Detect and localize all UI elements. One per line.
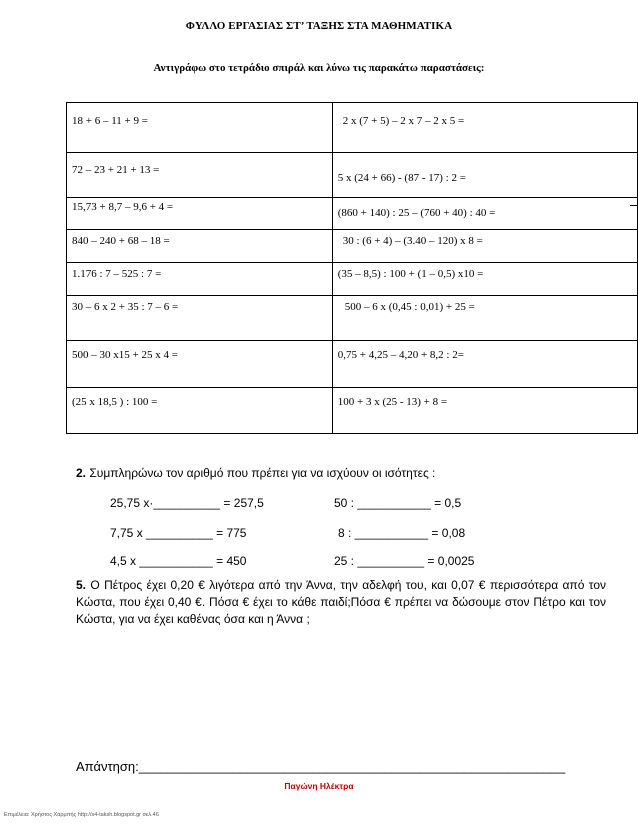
expression-cell: 500 – 6 x (0,45 : 0,01) + 25 = bbox=[332, 296, 637, 341]
equation-left: 7,75 x __________ = 775 bbox=[110, 526, 247, 540]
table-row bbox=[67, 103, 638, 153]
operations-table bbox=[66, 102, 638, 434]
question-text: Ο Πέτρος έχει 0,20 € λιγότερα από την Άννα, την αδελφή του, και 0,07 € περισσότερα από τον Κώστα, που έχει 0,40 €. Πόσα € έχει το κάθε παιδί;Πόσα € πρέπει να δώσουμε στον Πέτρο και τον Κώστα, για να έχει καθένας όσα και η Άννα ; bbox=[76, 578, 606, 626]
expression-cell: 30 – 6 x 2 + 35 : 7 – 6 = bbox=[67, 296, 333, 341]
expression-cell: (35 – 8,5) : 100 + (1 – 0,5) x10 = bbox=[332, 263, 637, 296]
expression-cell: 840 – 240 + 68 – 18 = bbox=[67, 230, 333, 263]
expression-cell: 5 x (24 + 66) - (87 - 17) : 2 = bbox=[332, 153, 637, 198]
table-row bbox=[67, 153, 638, 198]
answer-line: Απάντηση:___________________________________________________________ bbox=[76, 759, 566, 774]
question-number: 2. bbox=[76, 466, 87, 480]
expression-cell: 72 – 23 + 21 + 13 = bbox=[67, 153, 333, 198]
instructions: Αντιγράφω στο τετράδιο σπιράλ και λύνω τις παρακάτω παραστάσεις: bbox=[153, 62, 485, 74]
table-row bbox=[67, 296, 638, 341]
question-5 bbox=[76, 577, 606, 628]
expression-cell: 100 + 3 x (25 - 13) + 8 = bbox=[332, 388, 637, 434]
page-footer: Επιμέλεια: Χρήστος Χαρμπής http://s4-taksh.blogspot.gr σελ.46 bbox=[4, 812, 159, 818]
expression-cell: 0,75 + 4,25 – 4,20 + 8,2 : 2= bbox=[332, 341, 637, 388]
expression-cell: (25 x 18,5 ) : 100 = bbox=[67, 388, 333, 434]
question-number: 5. bbox=[76, 578, 87, 592]
expression-cell: 500 – 30 x15 + 25 x 4 = bbox=[67, 341, 333, 388]
equation-left: 4,5 x ___________ = 450 bbox=[110, 554, 247, 568]
equation-right: 8 : ___________ = 0,08 bbox=[338, 526, 466, 540]
equation-right: 50 : ___________ = 0,5 bbox=[334, 496, 462, 510]
author-name: Παγώνη Ηλέκτρα bbox=[284, 781, 354, 791]
expression-cell: (860 + 140) : 25 – (760 + 40) : 40 = bbox=[332, 198, 637, 230]
expression-cell: 1.176 : 7 – 525 : 7 = bbox=[67, 263, 333, 296]
table-row bbox=[67, 388, 638, 434]
page-title: ΦΥΛΛΟ ΕΡΓΑΣΙΑΣ ΣΤ’ ΤΑΞΗΣ ΣΤΑ ΜΑΘΗΜΑΤΙΚΑ bbox=[185, 20, 453, 32]
question-2-heading bbox=[76, 466, 435, 480]
table-row bbox=[67, 263, 638, 296]
table-row bbox=[67, 341, 638, 388]
table-row bbox=[67, 198, 638, 230]
expression-cell: 2 x (7 + 5) – 2 x 7 – 2 x 5 = bbox=[332, 103, 637, 153]
expression-cell: 30 : (6 + 4) – (3.40 – 120) x 8 = bbox=[332, 230, 637, 263]
expression-cell: 18 + 6 – 11 + 9 = bbox=[67, 103, 333, 153]
table-row bbox=[67, 230, 638, 263]
expression-cell: 15,73 + 8,7 – 9,6 + 4 = bbox=[67, 198, 333, 230]
question-text: Συμπληρώνω τον αριθμό που πρέπει για να ισχύουν οι ισότητες : bbox=[89, 466, 436, 480]
equation-right: 25 : __________ = 0,0025 bbox=[334, 554, 475, 568]
equation-left: 25,75 x·__________ = 257,5 bbox=[110, 496, 264, 510]
